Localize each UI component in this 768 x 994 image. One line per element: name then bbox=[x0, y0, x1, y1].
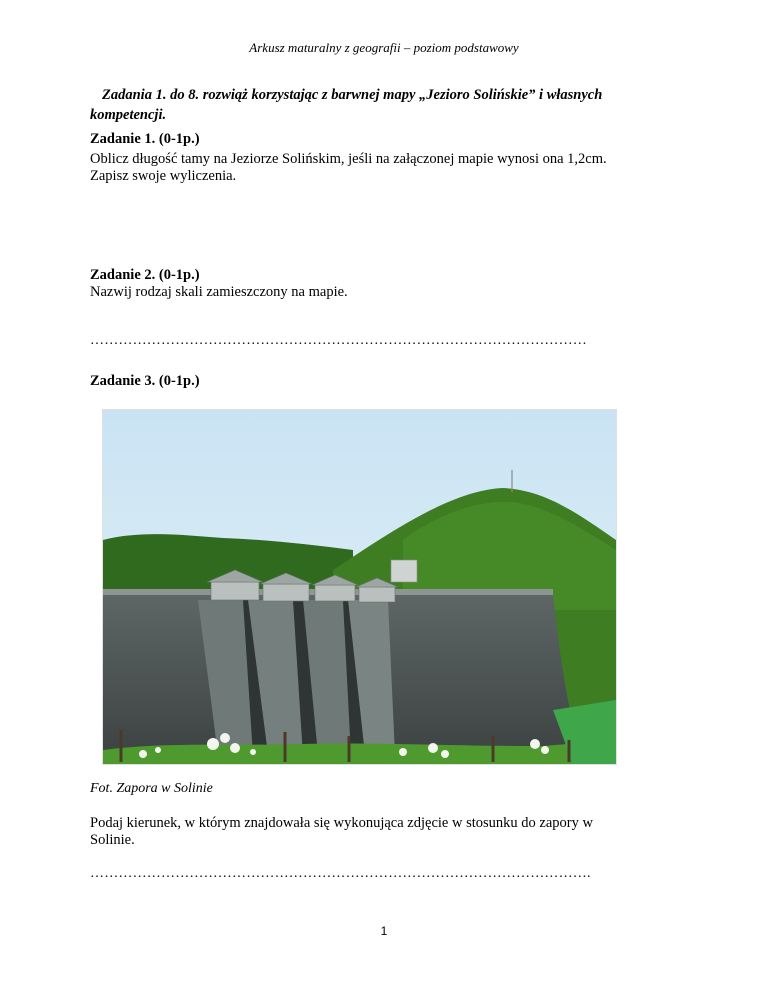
task-1-title: Zadanie 1. (0-1p.) bbox=[90, 131, 200, 147]
intro-instruction bbox=[90, 85, 650, 125]
page-number: 1 bbox=[380, 924, 388, 938]
intro-text: Zadania 1. do 8. rozwiąż korzystając z barwnej mapy „Jezioro Solińskie” i własnych kompetencji. bbox=[90, 87, 603, 123]
task-1-text-line-2: Zapisz swoje wyliczenia. bbox=[90, 168, 237, 184]
task-3-title: Zadanie 3. (0-1p.) bbox=[90, 373, 200, 389]
task-2-title: Zadanie 2. (0-1p.) bbox=[90, 267, 200, 283]
photo-caption: Fot. Zapora w Solinie bbox=[90, 781, 213, 796]
task-3-text-line-1: Podaj kierunek, w którym znajdowała się wykonująca zdjęcie w stosunku do zapory w bbox=[90, 815, 593, 831]
page-header: Arkusz maturalny z geografii – poziom podstawowy bbox=[249, 40, 519, 55]
task-2-text: Nazwij rodzaj skali zamieszczony na mapie. bbox=[90, 284, 348, 300]
task-1-text-line-1: Oblicz długość tamy na Jeziorze Solińskim, jeśli na załączonej mapie wynosi ona 1,2cm. bbox=[90, 151, 607, 167]
task-3-answer-line[interactable]: ……………………………………………………………………………………………. bbox=[90, 866, 591, 881]
task-3-text-line-2: Solinie. bbox=[90, 832, 135, 848]
task-2-answer-line[interactable]: …………………………………………………………………………………………… bbox=[90, 333, 587, 348]
dam-photo bbox=[102, 409, 617, 765]
